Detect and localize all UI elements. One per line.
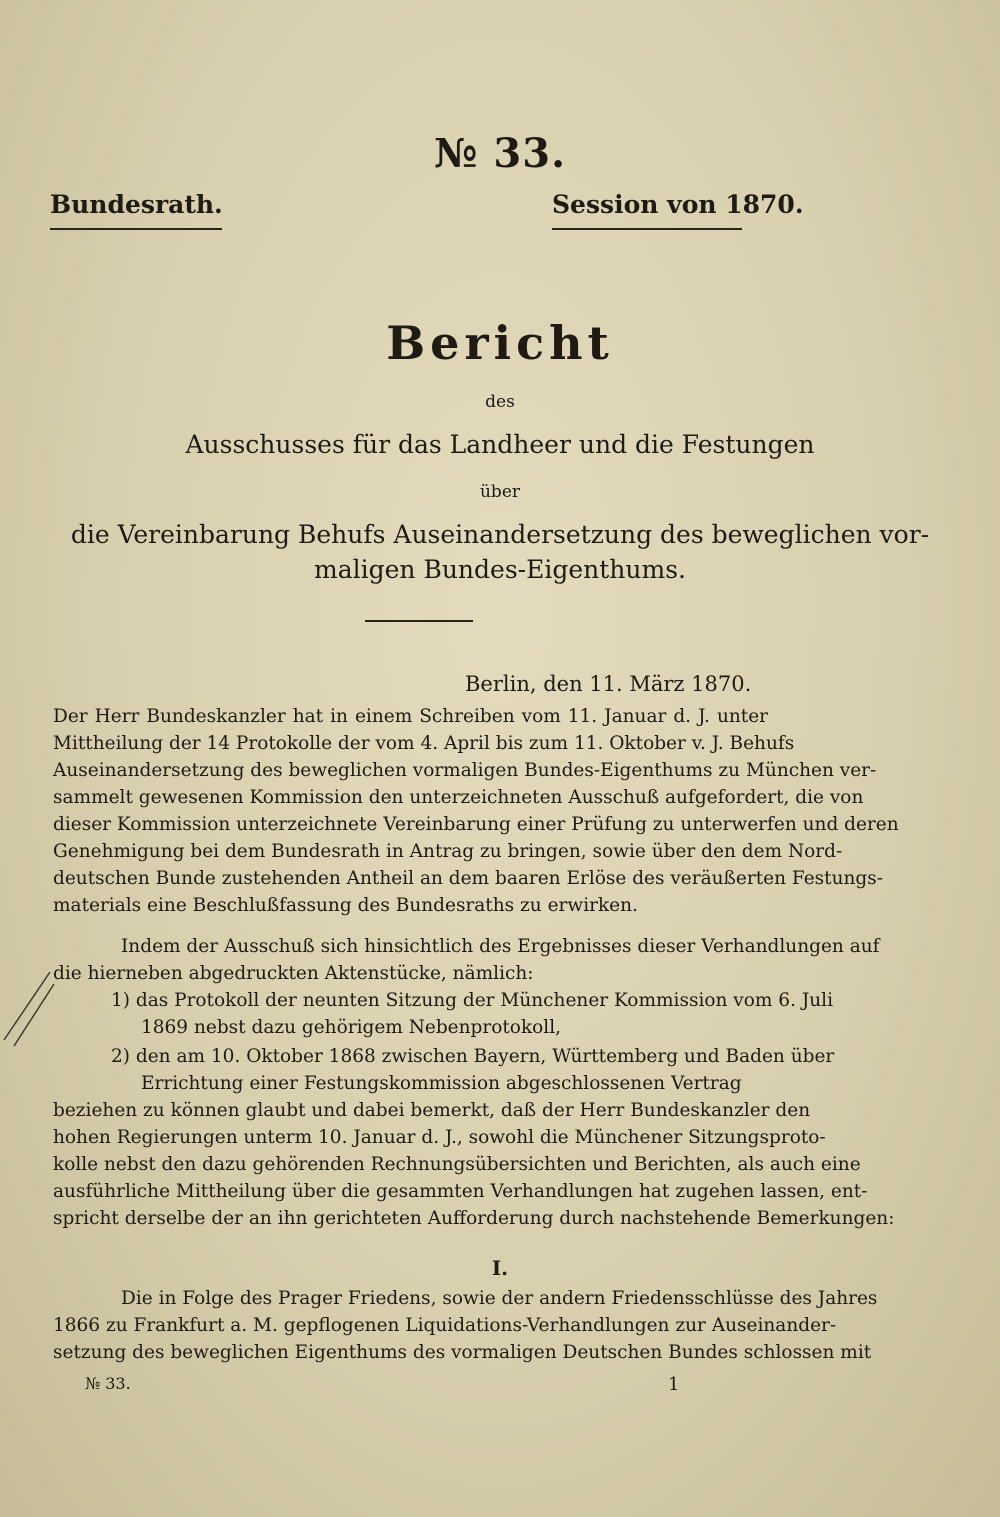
title-subject-line2: maligen Bundes-Eigenthums.: [314, 555, 686, 584]
text-line: kolle nebst den dazu gehörenden Rechnungsübersichten und Berichten, als auch eine: [53, 1154, 861, 1175]
text-line: hohen Regierungen unterm 10. Januar d. J., sowohl die Münchener Sitzungsproto-: [53, 1127, 826, 1148]
text-line: Die in Folge des Prager Friedens, sowie der andern Friedensschlüsse des Jahres: [121, 1288, 878, 1309]
header-right-rule: [552, 228, 742, 230]
list-item-2: [53, 1046, 835, 1100]
text-line: spricht derselbe der an ihn gerichteten Aufforderung durch nachstehende Bemerkungen:: [53, 1208, 895, 1229]
text-line: materials eine Beschlußfassung des Bundesraths zu erwirken.: [53, 895, 638, 916]
dateline: Berlin, den 11. März 1870.: [465, 672, 752, 696]
text-line: Errichtung einer Festungskommission abgeschlossenen Vertrag: [141, 1073, 742, 1094]
text-line: 2) den am 10. Oktober 1868 zwischen Bayern, Württemberg und Baden über: [111, 1046, 835, 1067]
paragraph-3: [53, 1288, 878, 1369]
margin-pencil-mark: [0, 970, 60, 1050]
paragraph-1: [53, 706, 899, 922]
text-line: deutschen Bunde zustehenden Antheil an dem baaren Erlöse des veräußerten Festungs-: [53, 868, 883, 889]
text-line: die hierneben abgedruckten Aktenstücke, nämlich:: [53, 963, 534, 984]
list-item-1: [53, 990, 833, 1044]
header-bundesrath: Bundesrath.: [50, 190, 223, 219]
text-line: Mittheilung der 14 Protokolle der vom 4. April bis zum 11. Oktober v. J. Behufs: [53, 733, 795, 754]
text-line: Der Herr Bundeskanzler hat in einem Schreiben vom 11. Januar d. J. unter: [53, 706, 768, 727]
text-line: 1866 zu Frankfurt a. M. gepflogenen Liquidations-Verhandlungen zur Auseinander-: [53, 1315, 837, 1336]
text-line: sammelt gewesenen Kommission den unterzeichneten Ausschuß aufgefordert, die von: [53, 787, 864, 808]
header-left-rule: [50, 228, 222, 230]
text-line: 1) das Protokoll der neunten Sitzung der Münchener Kommission vom 6. Juli: [111, 990, 833, 1011]
paragraph-2-rest: [53, 1100, 895, 1235]
text-line: Auseinandersetzung des beweglichen vormaligen Bundes-Eigenthums zu München ver-: [53, 760, 877, 781]
section-heading: I.: [491, 1256, 509, 1280]
header-session: Session von 1870.: [552, 190, 804, 219]
text-line: setzung des beweglichen Eigenthums des vormaligen Deutschen Bundes schlossen mit: [53, 1342, 872, 1363]
footer-page-number: 1: [668, 1374, 680, 1395]
text-line: beziehen zu können glaubt und dabei bemerkt, daß der Herr Bundeskanzler den: [53, 1100, 811, 1121]
title-committee: Ausschusses für das Landheer und die Festungen: [185, 430, 815, 459]
title-divider: [365, 620, 473, 622]
footer-document-number: № 33.: [85, 1374, 131, 1393]
main-title: Bericht: [386, 316, 614, 370]
document-number: № 33.: [434, 130, 566, 177]
title-des: des: [485, 392, 515, 412]
paragraph-2-intro: [53, 936, 880, 990]
text-line: dieser Kommission unterzeichnete Vereinbarung einer Prüfung zu unterwerfen und deren: [53, 814, 899, 835]
text-line: Indem der Ausschuß sich hinsichtlich des Ergebnisses dieser Verhandlungen auf: [121, 936, 880, 957]
text-line: 1869 nebst dazu gehörigem Nebenprotokoll,: [141, 1017, 562, 1038]
title-ueber: über: [479, 482, 521, 502]
text-line: ausführliche Mittheilung über die gesammten Verhandlungen hat zugehen lassen, ent-: [53, 1181, 868, 1202]
title-subject-line1: die Vereinbarung Behufs Auseinandersetzung des beweglichen vor-: [70, 520, 930, 549]
text-line: Genehmigung bei dem Bundesrath in Antrag zu bringen, sowie über den dem Nord-: [53, 841, 843, 862]
